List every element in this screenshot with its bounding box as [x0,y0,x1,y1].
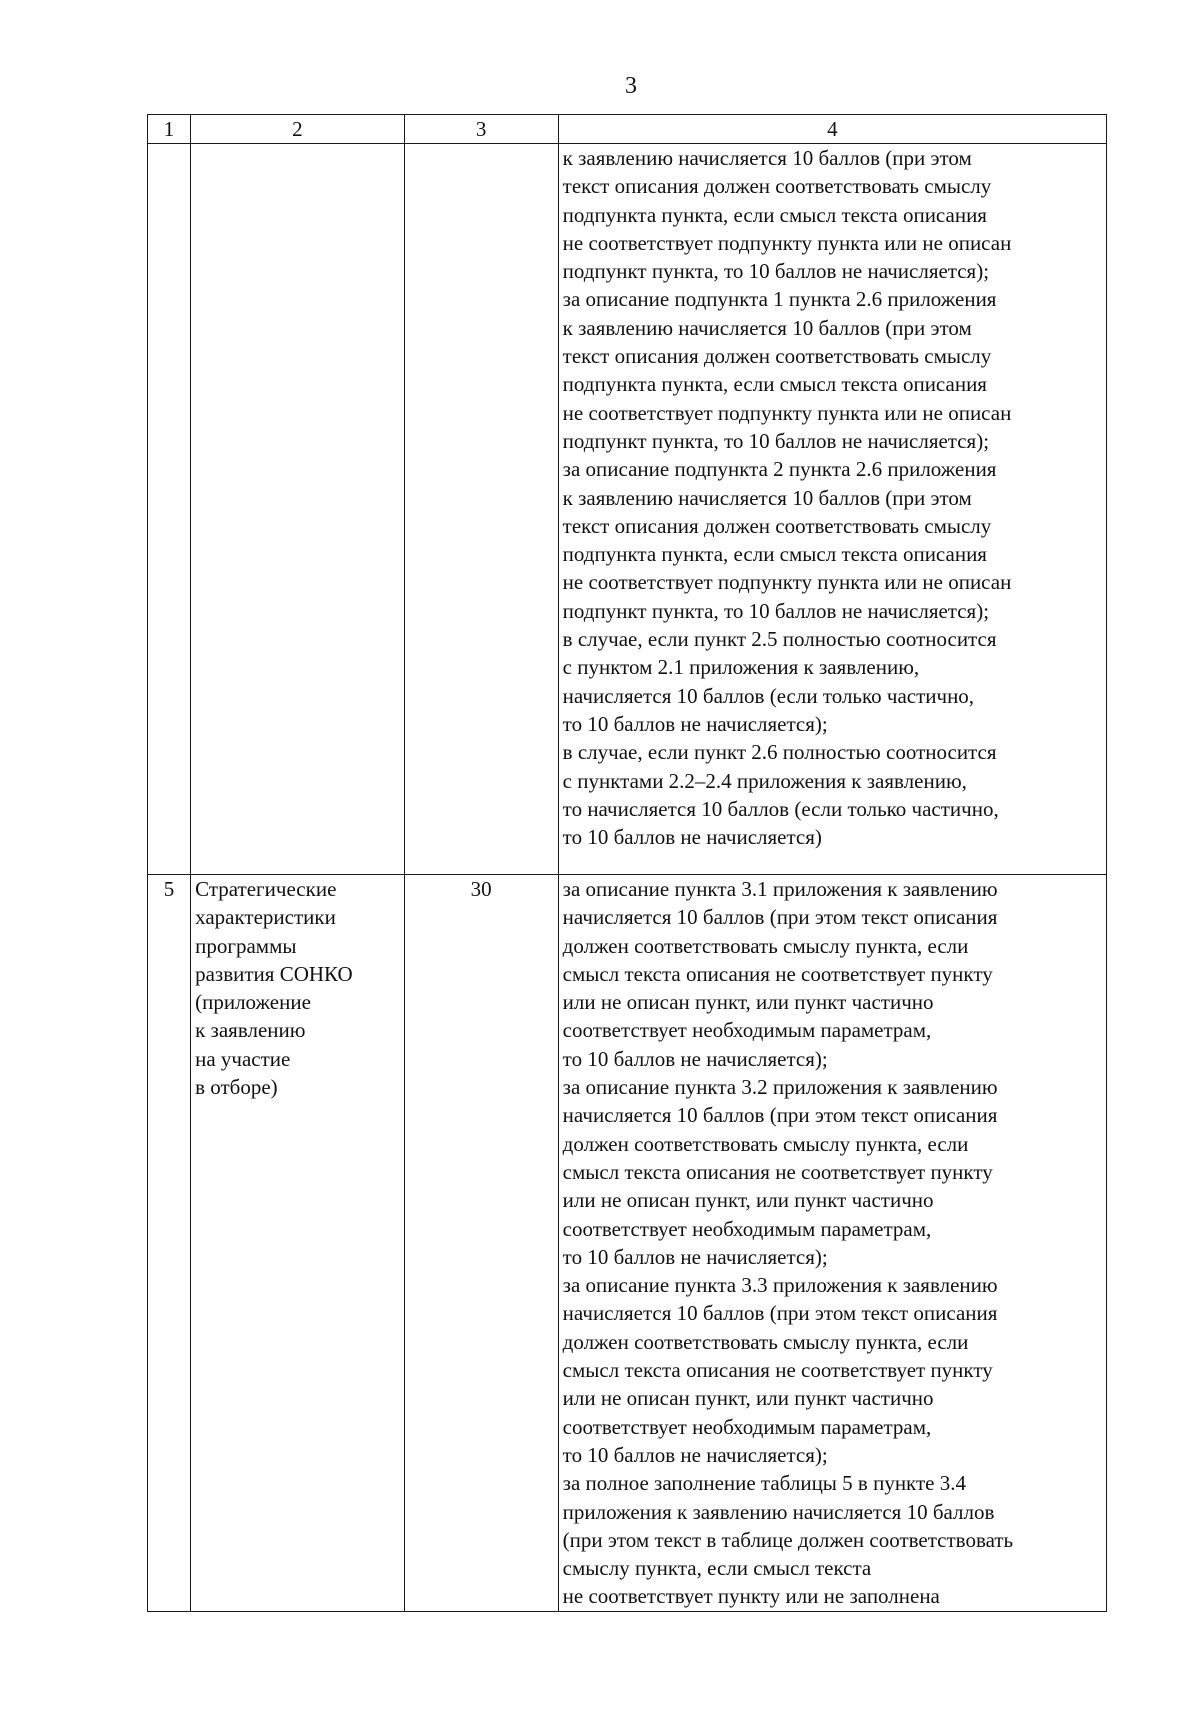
text-line: на участие [195,1046,291,1071]
text-line: к заявлению начисляется 10 баллов (при этом [562,485,972,510]
header-col-4: 4 [558,115,1106,144]
table-row [148,875,1107,1612]
text-line: должен соответствовать смыслу пункта, если [562,1131,969,1156]
text-line: или не описан пункт, или пункт частично [562,990,934,1015]
text-line: с пунктами 2.2–2.4 приложения к заявлению, [562,768,967,793]
text-line: программы [195,933,297,958]
text-line: текст описания должен соответствовать смыслу [562,174,992,199]
description-cell [558,144,1106,875]
text-line: к заявлению начисляется 10 баллов (при этом [562,315,972,340]
text-line: то 10 баллов не начисляется); [562,711,828,736]
text-line: в случае, если пункт 2.5 полностью соотносится [562,627,997,652]
points-cell: 30 [404,875,558,1612]
text-line: начисляется 10 баллов (если только частично, [562,683,975,708]
text-line: или не описан пункт, или пункт частично [562,1386,934,1411]
text-line: не соответствует пункту или не заполнена [562,1584,940,1609]
text-line: за описание подпункта 2 пункта 2.6 приложения [562,457,997,482]
text-line: начисляется 10 баллов (при этом текст описания [562,1301,998,1326]
text-line: начисляется 10 баллов (при этом текст описания [562,905,998,930]
text-line: за описание пункта 3.2 приложения к заявлению [562,1075,998,1100]
text-line: в отборе) [195,1075,278,1100]
text-line: соответствует необходимым параметрам, [562,1216,932,1241]
text-line: приложения к заявлению начисляется 10 баллов [562,1499,995,1524]
table-row [148,144,1107,875]
text-line: в случае, если пункт 2.6 полностью соотносится [562,740,997,765]
text-line: подпункта пункта, если смысл текста описания [562,372,987,397]
points-cell [404,144,558,875]
text-line: начисляется 10 баллов (при этом текст описания [562,1103,998,1128]
text-line: должен соответствовать смыслу пункта, если [562,933,969,958]
text-line: то 10 баллов не начисляется) [562,825,822,850]
text-line: с пунктом 2.1 приложения к заявлению, [562,655,920,680]
text-line: смысл текста описания не соответствует пункту [562,1159,993,1184]
header-col-3: 3 [404,115,558,144]
text-line: то 10 баллов не начисляется); [562,1046,828,1071]
text-line: за описание пункта 3.3 приложения к заявлению [562,1273,998,1298]
text-line: развития СОНКО [195,961,353,986]
text-line: смысл текста описания не соответствует пункту [562,961,993,986]
text-line: то начисляется 10 баллов (если только частично, [562,796,999,821]
criteria-table [147,114,1107,1612]
text-line: к заявлению начисляется 10 баллов (при этом [562,146,972,170]
table-body [148,144,1107,1612]
page-number: 3 [625,73,637,99]
row-number-cell: 5 [148,875,191,1612]
text-line: за описание пункта 3.1 приложения к заявлению [562,877,998,901]
text-line: за описание подпункта 1 пункта 2.6 приложения [562,287,997,312]
row-number-cell [148,144,191,875]
header-col-2: 2 [191,115,405,144]
text-line: текст описания должен соответствовать смыслу [562,344,992,369]
text-line: подпункт пункта, то 10 баллов не начисляется); [562,598,990,623]
description-cell [558,875,1106,1612]
text-line: текст описания должен соответствовать смыслу [562,513,992,538]
text-line: Стратегические [195,877,337,901]
criterion-cell [191,875,405,1612]
text-line: подпункта пункта, если смысл текста описания [562,542,987,567]
text-line: то 10 баллов не начисляется); [562,1442,828,1467]
text-line: или не описан пункт, или пункт частично [562,1188,934,1213]
table-header-row [148,115,1107,144]
text-line: смыслу пункта, если смысл текста [562,1556,872,1581]
text-line: (при этом текст в таблице должен соответствовать [562,1527,1014,1552]
text-line: то 10 баллов не начисляется); [562,1244,828,1269]
text-line: характеристики [195,905,336,930]
criterion-cell [191,144,405,875]
text-line: не соответствует подпункту пункта или не описан [562,400,1012,425]
text-line: не соответствует подпункту пункта или не описан [562,570,1012,595]
text-line: соответствует необходимым параметрам, [562,1018,932,1043]
text-line: за полное заполнение таблицы 5 в пункте 3.4 [562,1471,966,1496]
text-line: должен соответствовать смыслу пункта, если [562,1329,969,1354]
header-col-1: 1 [148,115,191,144]
text-line: к заявлению [195,1018,306,1043]
text-line: подпункта пункта, если смысл текста описания [562,202,987,227]
text-line: не соответствует подпункту пункта или не описан [562,230,1012,255]
text-line: смысл текста описания не соответствует пункту [562,1358,993,1383]
text-line: подпункт пункта, то 10 баллов не начисляется); [562,259,990,284]
text-line: подпункт пункта, то 10 баллов не начисляется); [562,428,990,453]
text-line: соответствует необходимым параметрам, [562,1414,932,1439]
text-line: (приложение [195,990,311,1015]
